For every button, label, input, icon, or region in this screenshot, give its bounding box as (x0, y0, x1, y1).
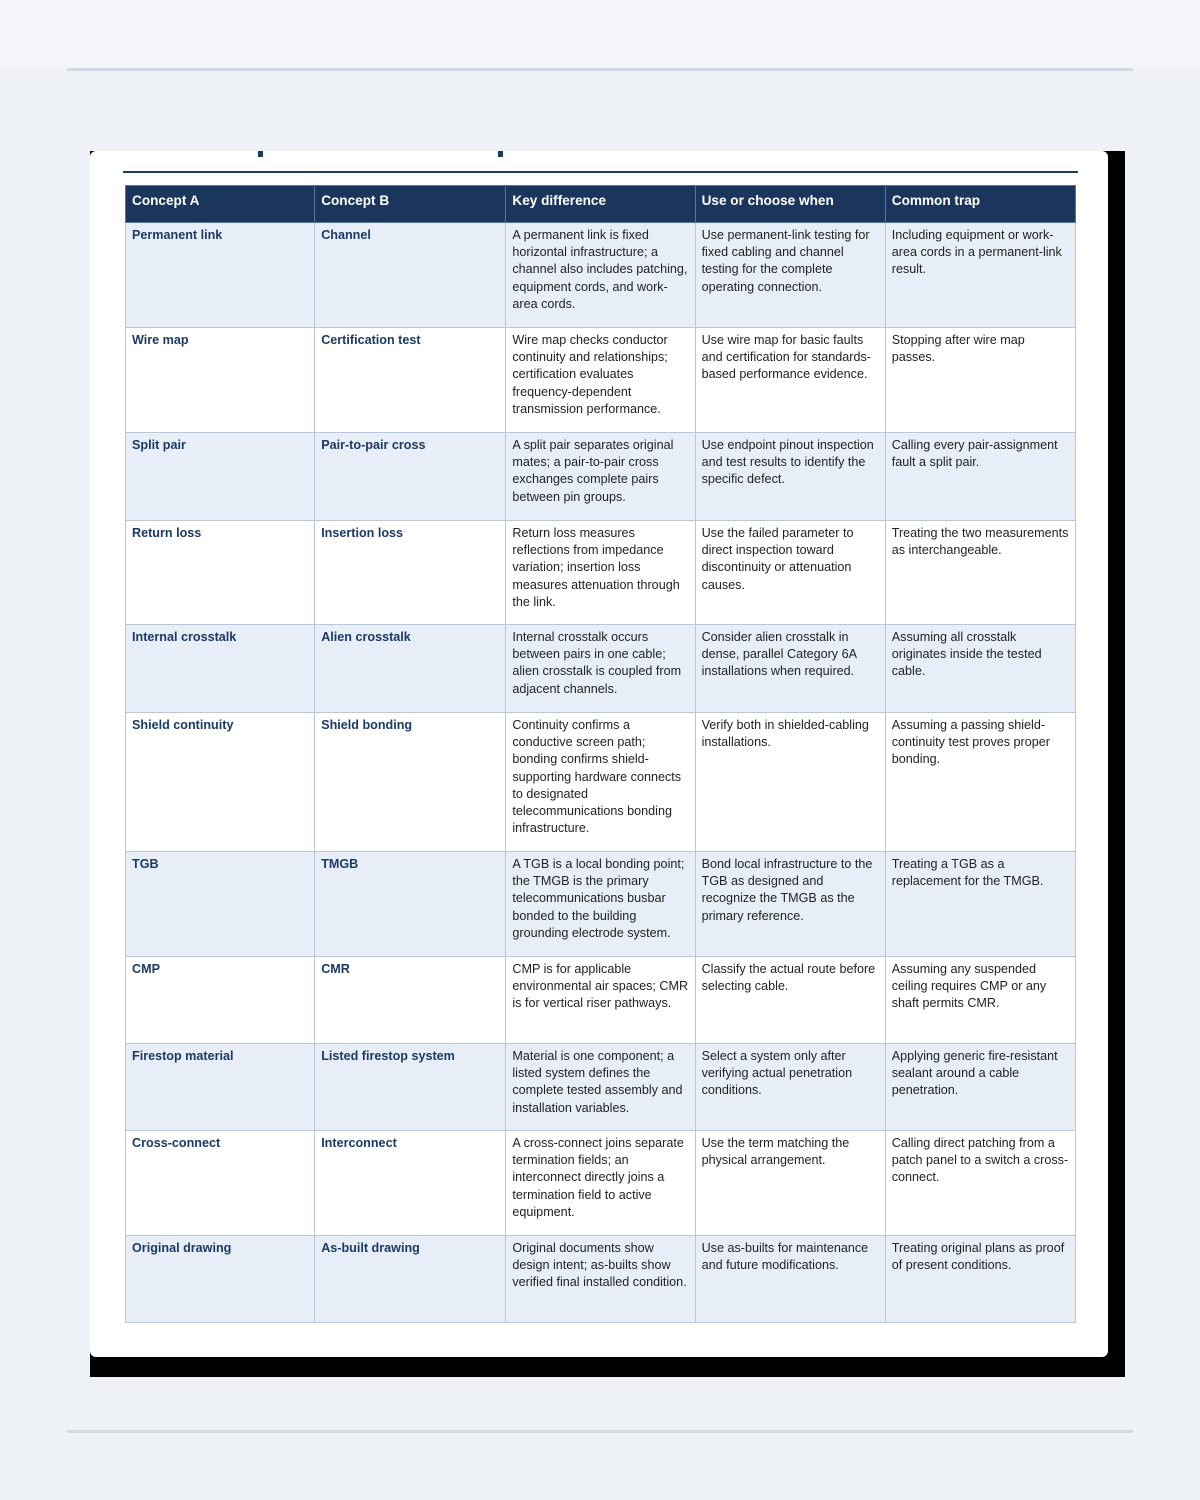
table-row (126, 1236, 1076, 1323)
cell-common-trap: Including equipment or work-area cords in a permanent-link result. (885, 223, 1075, 328)
cell-use-when: Consider alien crosstalk in dense, parallel Category 6A installations when required. (695, 625, 885, 713)
cell-concept-b: Shield bonding (315, 713, 506, 852)
clipped-heading-glyph (498, 151, 503, 157)
bottom-divider (67, 1430, 1133, 1433)
cell-concept-a: Return loss (126, 521, 315, 625)
table-row (126, 223, 1076, 328)
cell-key-difference: A split pair separates original mates; a pair-to-pair cross exchanges complete pairs between pin groups. (506, 433, 695, 521)
cell-use-when: Use the failed parameter to direct inspection toward discontinuity or attenuation causes. (695, 521, 885, 625)
cell-concept-b: Alien crosstalk (315, 625, 506, 713)
table-row (126, 713, 1076, 852)
cell-use-when: Use wire map for basic faults and certification for standards-based performance evidence. (695, 328, 885, 433)
cell-common-trap: Calling direct patching from a patch panel to a switch a cross-connect. (885, 1131, 1075, 1236)
cell-concept-a: Permanent link (126, 223, 315, 328)
cell-common-trap: Assuming a passing shield-continuity test proves proper bonding. (885, 713, 1075, 852)
table-row (126, 957, 1076, 1044)
top-divider (67, 68, 1133, 71)
concept-comparison-table (125, 185, 1076, 1323)
document-page[interactable] (90, 151, 1108, 1357)
table-row (126, 625, 1076, 713)
table-row (126, 521, 1076, 625)
table-row (126, 328, 1076, 433)
cell-common-trap: Calling every pair-assignment fault a split pair. (885, 433, 1075, 521)
header-key-difference: Key difference (506, 186, 695, 223)
cell-common-trap: Treating original plans as proof of present conditions. (885, 1236, 1075, 1323)
top-band (0, 0, 1200, 68)
heading-rule (123, 171, 1078, 173)
cell-common-trap: Applying generic fire-resistant sealant around a cable penetration. (885, 1044, 1075, 1131)
cell-key-difference: Material is one component; a listed system defines the complete tested assembly and installation variables. (506, 1044, 695, 1131)
table-header-row (126, 186, 1076, 223)
cell-concept-a: TGB (126, 852, 315, 957)
header-use-or-choose-when: Use or choose when (695, 186, 885, 223)
cell-concept-b: TMGB (315, 852, 506, 957)
cell-use-when: Bond local infrastructure to the TGB as designed and recognize the TMGB as the primary reference. (695, 852, 885, 957)
cell-concept-b: Certification test (315, 328, 506, 433)
cell-concept-b: Channel (315, 223, 506, 328)
cell-key-difference: A TGB is a local bonding point; the TMGB is the primary telecommunications busbar bonded to the building grounding electrode system. (506, 852, 695, 957)
cell-use-when: Use as-builts for maintenance and future modifications. (695, 1236, 885, 1323)
cell-common-trap: Treating a TGB as a replacement for the TMGB. (885, 852, 1075, 957)
header-concept-b: Concept B (315, 186, 506, 223)
cell-key-difference: Return loss measures reflections from impedance variation; insertion loss measures attenuation through the link. (506, 521, 695, 625)
cell-concept-b: Pair-to-pair cross (315, 433, 506, 521)
cell-concept-a: Split pair (126, 433, 315, 521)
cell-concept-b: Listed firestop system (315, 1044, 506, 1131)
cell-key-difference: Wire map checks conductor continuity and relationships; certification evaluates frequency-dependent transmission performance. (506, 328, 695, 433)
header-concept-a: Concept A (126, 186, 315, 223)
cell-concept-b: Interconnect (315, 1131, 506, 1236)
cell-concept-a: Shield continuity (126, 713, 315, 852)
table-row (126, 433, 1076, 521)
table-row (126, 852, 1076, 957)
cell-concept-b: Insertion loss (315, 521, 506, 625)
header-common-trap: Common trap (885, 186, 1075, 223)
cell-concept-b: As-built drawing (315, 1236, 506, 1323)
cell-key-difference: A cross-connect joins separate termination fields; an interconnect directly joins a termination field to active equipment. (506, 1131, 695, 1236)
cell-concept-a: Wire map (126, 328, 315, 433)
cell-key-difference: A permanent link is fixed horizontal infrastructure; a channel also includes patching, equipment cords, and work-area cords. (506, 223, 695, 328)
cell-common-trap: Assuming any suspended ceiling requires CMP or any shaft permits CMR. (885, 957, 1075, 1044)
cell-concept-a: Original drawing (126, 1236, 315, 1323)
cell-use-when: Use permanent-link testing for fixed cabling and channel testing for the complete operating connection. (695, 223, 885, 328)
cell-use-when: Select a system only after verifying actual penetration conditions. (695, 1044, 885, 1131)
cell-concept-a: Firestop material (126, 1044, 315, 1131)
cell-concept-a: Internal crosstalk (126, 625, 315, 713)
cell-concept-b: CMR (315, 957, 506, 1044)
cell-concept-a: CMP (126, 957, 315, 1044)
cell-common-trap: Assuming all crosstalk originates inside the tested cable. (885, 625, 1075, 713)
table-row (126, 1044, 1076, 1131)
cell-common-trap: Stopping after wire map passes. (885, 328, 1075, 433)
cell-key-difference: Continuity confirms a conductive screen path; bonding confirms shield-supporting hardware connects to designated telecommunications bonding infrastructure. (506, 713, 695, 852)
clipped-heading (122, 151, 542, 161)
cell-concept-a: Cross-connect (126, 1131, 315, 1236)
cell-use-when: Classify the actual route before selecting cable. (695, 957, 885, 1044)
cell-use-when: Use the term matching the physical arrangement. (695, 1131, 885, 1236)
cell-key-difference: CMP is for applicable environmental air spaces; CMR is for vertical riser pathways. (506, 957, 695, 1044)
cell-common-trap: Treating the two measurements as interchangeable. (885, 521, 1075, 625)
cell-key-difference: Original documents show design intent; as-builts show verified final installed condition. (506, 1236, 695, 1323)
cell-key-difference: Internal crosstalk occurs between pairs in one cable; alien crosstalk is coupled from adjacent channels. (506, 625, 695, 713)
clipped-heading-glyph (258, 151, 263, 157)
cell-use-when: Use endpoint pinout inspection and test results to identify the specific defect. (695, 433, 885, 521)
cell-use-when: Verify both in shielded-cabling installations. (695, 713, 885, 852)
table-row (126, 1131, 1076, 1236)
